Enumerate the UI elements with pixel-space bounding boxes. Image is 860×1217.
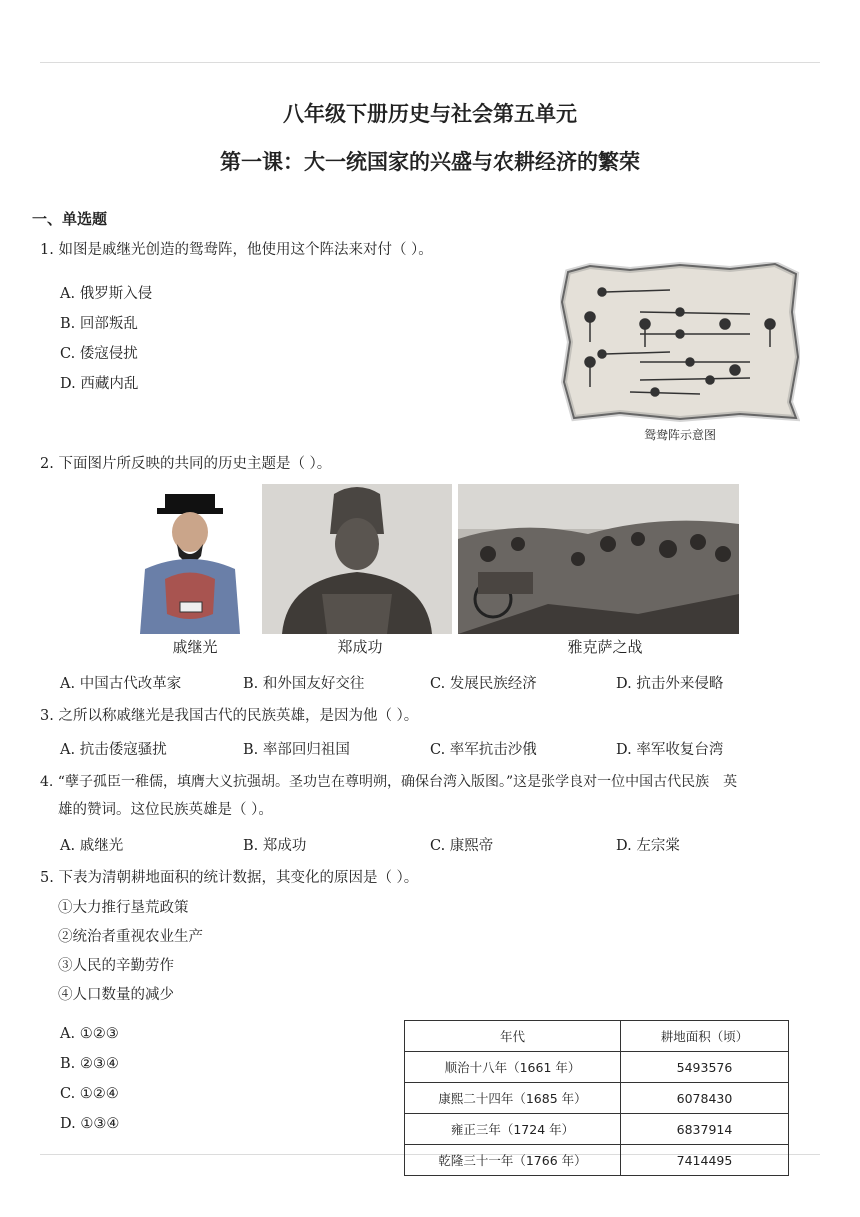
q5-item-2: ②统治者重视农业生产 <box>58 929 203 945</box>
q1-option-c[interactable]: C. 倭寇侵扰 <box>60 346 138 362</box>
table-cell-era: 康熙二十四年（1685 年） <box>405 1083 621 1114</box>
q4-option-a[interactable]: A. 戚继光 <box>60 838 124 854</box>
zheng-chenggong-statue <box>262 484 452 634</box>
page-title: 八年级下册历史与社会第五单元 <box>283 102 577 126</box>
mandarin-duck-formation-figure <box>560 262 800 422</box>
q2-option-b[interactable]: B. 和外国友好交往 <box>243 676 365 692</box>
q2-option-c[interactable]: C. 发展民族经济 <box>430 676 537 692</box>
table-cell-area: 6078430 <box>621 1083 789 1114</box>
q1-option-d[interactable]: D. 西藏内乱 <box>60 376 139 392</box>
q3-option-a[interactable]: A. 抗击倭寇骚扰 <box>60 742 167 758</box>
q5-option-d[interactable]: D. ①③④ <box>60 1116 120 1132</box>
q3-option-d[interactable]: D. 率军收复台湾 <box>616 742 724 758</box>
question-1-stem: 1. 如图是戚继光创造的鸳鸯阵，他使用这个阵法来对付（ ）。 <box>40 242 433 258</box>
qi-jiguang-portrait <box>125 484 255 634</box>
table-cell-era: 顺治十八年（1661 年） <box>405 1052 621 1083</box>
q4-option-d[interactable]: D. 左宗棠 <box>616 838 680 854</box>
section-heading: 一、单选题 <box>32 210 108 228</box>
question-3-stem: 3. 之所以称戚继光是我国古代的民族英雄，是因为他（ ）。 <box>40 708 419 724</box>
table-row <box>405 1145 789 1176</box>
q2-label-qi-jiguang: 戚继光 <box>172 638 218 656</box>
table-header-era: 年代 <box>405 1021 621 1052</box>
battle-of-yaksa-painting <box>458 484 739 634</box>
farmland-area-table <box>404 1020 789 1176</box>
q2-label-zheng-chenggong: 郑成功 <box>337 638 383 656</box>
page-subtitle: 第一课：大一统国家的兴盛与农耕经济的繁荣 <box>220 150 640 174</box>
table-row <box>405 1114 789 1145</box>
table-cell-area: 6837914 <box>621 1114 789 1145</box>
top-rule <box>40 62 820 63</box>
table-row <box>405 1052 789 1083</box>
q4-option-c[interactable]: C. 康熙帝 <box>430 838 494 854</box>
q4-option-b[interactable]: B. 郑成功 <box>243 838 307 854</box>
q2-label-yaksa: 雅克萨之战 <box>567 638 643 656</box>
q1-option-a[interactable]: A. 俄罗斯入侵 <box>60 286 153 302</box>
q2-option-a[interactable]: A. 中国古代改革家 <box>60 676 182 692</box>
q5-item-4: ④人口数量的减少 <box>58 987 174 1003</box>
table-row <box>405 1083 789 1114</box>
table-header-row <box>405 1021 789 1052</box>
q5-item-1: ①大力推行垦荒政策 <box>58 900 189 916</box>
q5-option-a[interactable]: A. ①②③ <box>60 1026 119 1042</box>
table-header-area: 耕地面积（顷） <box>621 1021 789 1052</box>
question-5-stem: 5. 下表为清朝耕地面积的统计数据，其变化的原因是（ ）。 <box>40 870 419 886</box>
question-2-stem: 2. 下面图片所反映的共同的历史主题是（ ）。 <box>40 456 332 472</box>
question-4-stem-line1: 4. “孽子孤臣一稚儒，填膺大义抗强胡。圣功岂在尊明朔，确保台湾入版图。”这是张学良对一位中国古代民族 英 <box>40 774 738 790</box>
q3-option-b[interactable]: B. 率部回归祖国 <box>243 742 350 758</box>
q5-item-3: ③人民的辛勤劳作 <box>58 958 174 974</box>
table-cell-area: 5493576 <box>621 1052 789 1083</box>
q2-option-d[interactable]: D. 抗击外来侵略 <box>616 676 724 692</box>
q1-option-b[interactable]: B. 回部叛乱 <box>60 316 138 332</box>
question-4-stem-line2: 雄的赞词。这位民族英雄是（ ）。 <box>58 802 273 818</box>
table-cell-era: 雍正三年（1724 年） <box>405 1114 621 1145</box>
table-cell-area: 7414495 <box>621 1145 789 1176</box>
q3-option-c[interactable]: C. 率军抗击沙俄 <box>430 742 537 758</box>
table-cell-era: 乾隆三十一年（1766 年） <box>405 1145 621 1176</box>
q1-figure-caption: 鸳鸯阵示意图 <box>643 428 716 442</box>
q5-option-b[interactable]: B. ②③④ <box>60 1056 119 1072</box>
q5-option-c[interactable]: C. ①②④ <box>60 1086 119 1102</box>
